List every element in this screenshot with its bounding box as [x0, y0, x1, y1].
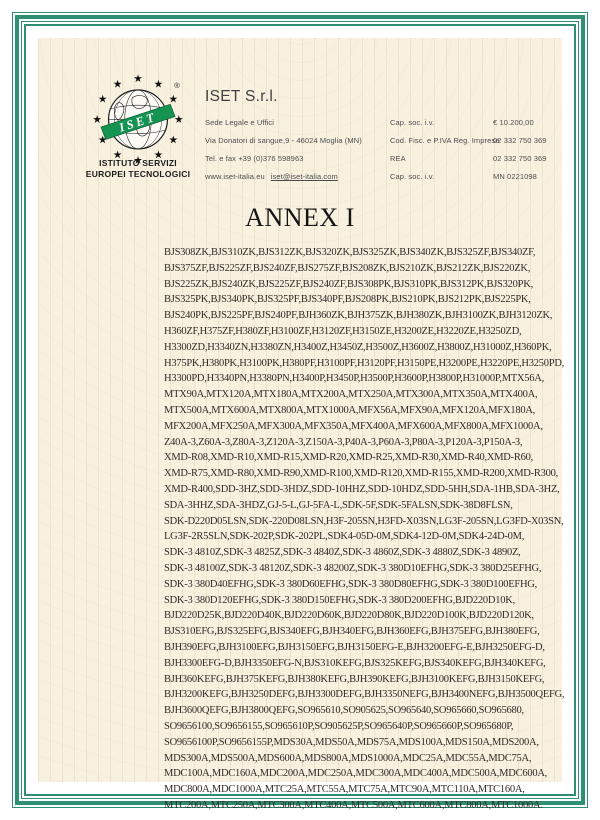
- registry-label: Cod. Fisc. e P.IVA Reg. Imprese: [390, 136, 500, 145]
- registry-label: REA: [390, 154, 406, 163]
- code-line: MTC200A,MTC250A,MTC300A,MTC400A,MTC500A,MTC600A,MTC800A,MTC1000A.: [164, 799, 543, 811]
- page-background: [38, 38, 565, 811]
- address-line-phone: Tel. e fax +39 (0)376 598963: [205, 154, 304, 163]
- code-line: H3300PD,H3340PN,H3380PN,H3400P,H3450P,H3500P,H3600P,H3800P,H31000P,MTX56A,: [164, 373, 544, 385]
- model-code-list: [164, 245, 600, 814]
- code-line: BJH360KEFG,BJH375KEFG,BJH380KEFG,BJH390KEFG,BJH3100KEFG,BJH3150KEFG,: [164, 673, 545, 685]
- code-line: MTX500A,MTX600A,MTX800A,MTX1000A,MFX56A,MFX90A,MFX120A,MFX180A,: [164, 404, 536, 416]
- iset-globe-logo: [82, 71, 194, 166]
- code-line: BJS240PK,BJS225PF,BJS240PF,BJH360ZK,BJH375ZK,BJH380ZK,BJH3100ZK,BJH3120ZK,: [164, 310, 553, 322]
- ribbon-text: ISET: [117, 109, 159, 135]
- code-line: SO9656100,SO9656155,SO965610P,SO905625P,SO965640P,SO965660P,SO965680P,: [164, 720, 514, 732]
- code-line: LG3F-2R5SLN,SDK-202P,SDK-202PL,SDK4-05D-0M,SDK4-12D-0M,SDK4-24D-0M,: [164, 531, 525, 543]
- website-text: www.iset-italia.eu: [205, 172, 265, 181]
- address-line-offices: Sede Legale e Uffici: [205, 118, 274, 127]
- code-line: H375PK,H380PK,H3100PK,H380PF,H3100PF,H3120PF,H3150PE,H3200PE,H3220PE,H3250PD,: [164, 357, 565, 369]
- logo-caption: [60, 158, 216, 179]
- registry-value: € 10.200,00: [493, 118, 534, 127]
- code-line: SDK-3 380D120EFHG,SDK-3 380D150EFHG,SDK-3 380D200EFHG,BJD220D10K,: [164, 594, 515, 606]
- code-line: Z40A-3,Z60A-3,Z80A-3,Z120A-3,Z150A-3,P40A-3,P60A-3,P80A-3,P120A-3,P150A-3,: [164, 436, 523, 448]
- registered-trademark-icon: ®: [174, 81, 180, 91]
- code-line: MTX90A,MTX120A,MTX180A,MTX200A,MTX250A,MTX300A,MTX350A,MTX400A,: [164, 389, 538, 401]
- code-line: SDK-D220D05LSN,SDK-220D08LSN,H3F-205SN,H3FD-X03SN,LG3F-205SN,LG3FD-X03SN,: [164, 515, 564, 527]
- code-line: SDA-3HHZ,SDA-3HDZ,GJ-5-L,GJ-5FA-L,SDK-5F,SDK-5FALSN,SDK-38D8FLSN,: [164, 499, 513, 511]
- registry-label: Cap. soc. i.v.: [390, 118, 435, 127]
- registry-value: MN 0221098: [493, 172, 537, 181]
- code-line: BJD220D25K,BJD220D40K,BJD220D60K,BJD220D80K,BJD220D100K,BJD220D120K,: [164, 610, 534, 622]
- code-line: MDC800A,MDC1000A,MTC25A,MTC55A,MTC75A,MTC90A,MTC110A,MTC160A,: [164, 784, 525, 796]
- address-line-street: Via Donatori di sangue,9 - 46024 Moglia (MN): [205, 136, 362, 145]
- code-line: H3300ZD,H3340ZN,H3380ZN,H3400Z,H3450Z,H3500Z,H3600Z,H3800Z,H31000Z,H360PK,: [164, 341, 552, 353]
- code-line: XMD-R08,XMD-R10,XMD-R15,XMD-R20,XMD-R25,XMD-R30,XMD-R40,XMD-R60,: [164, 452, 534, 464]
- code-line: SO9656100P,SO9656155P,MDS30A,MDS50A,MDS75A,MDS100A,MDS150A,MDS200A,: [164, 736, 539, 748]
- page-title: ANNEX I: [245, 203, 355, 232]
- code-line: BJH390EFG,BJH3100EFG,BJH3150EFG,BJH3150EFG-E,BJH3200EFG-E,BJH3250EFG-D,: [164, 641, 545, 653]
- code-line: XMD-R75,XMD-R80,XMD-R90,XMD-R100,XMD-R120,XMD-R155,XMD-R200,XMD-R300,: [164, 468, 559, 480]
- code-line: BJS375ZF,BJS225ZF,BJS240ZF,BJS275ZF,BJS208ZK,BJS210ZK,BJS212ZK,BJS220ZK,: [164, 262, 531, 274]
- registry-label: Cap. soc. i.v.: [390, 172, 435, 181]
- code-line: H360ZF,H375ZF,H380ZF,H3100ZF,H3120ZF,H3150ZE,H3200ZE,H3220ZE,H3250ZD,: [164, 325, 522, 337]
- code-line: MDC100A,MDC160A,MDC200A,MDC250A,MDC300A,MDC400A,MDC500A,MDC600A,: [164, 768, 548, 780]
- code-line: BJS310EFG,BJS325EFG,BJS340EFG,BJH340EFG,BJH360EFG,BJH375EFG,BJH380EFG,: [164, 626, 540, 638]
- code-line: MFX200A,MFX250A,MFX300A,MFX350A,MFX400A,MFX600A,MFX800A,MFX1000A,: [164, 420, 543, 432]
- code-line: BJS325PK,BJS340PK,BJS325PF,BJS340PF,BJS208PK,BJS210PK,BJS212PK,BJS225PK,: [164, 294, 531, 306]
- code-line: SDK-3 380D40EFHG,SDK-3 380D60EFHG,SDK-3 380D80EFHG,SDK-3 380D100EFHG,: [164, 578, 538, 590]
- code-line: BJS225ZK,BJS240ZK,BJS225ZF,BJS240ZF,BJS308PK,BJS310PK,BJS312PK,BJS320PK,: [164, 278, 533, 290]
- email-link[interactable]: iset@iset-italia.com: [270, 172, 338, 181]
- company-name: ISET S.r.l.: [205, 88, 278, 105]
- code-line: XMD-R400,SDD-3HZ,SDD-3HDZ,SDD-10HHZ,SDD-10HDZ,SDD-5HH,SDA-1HB,SDA-3HZ,: [164, 483, 560, 495]
- logo-caption-line1: ISTITUTO SERVIZI: [99, 158, 177, 168]
- code-line: BJH3600QEFG,BJH3800QEFG,SO965610,SO905625,SO965640,SO965660,SO965680,: [164, 705, 524, 717]
- registry-value: 02 332 750 369: [493, 136, 547, 145]
- code-line: SDK-3 4810Z,SDK-3 4825Z,SDK-3 4840Z,SDK-3 4860Z,SDK-3 4880Z,SDK-3 4890Z,: [164, 547, 521, 559]
- code-line: BJH3300EFG-D,BJH3350EFG-N,BJS310KEFG,BJS325KEFG,BJS340KEFG,BJH340KEFG,: [164, 657, 546, 669]
- registry-value: 02 332 750 369: [493, 154, 547, 163]
- code-line: MDS300A,MDS500A,MDS600A,MDS800A,MDS1000A,MDC25A,MDC55A,MDC75A,: [164, 752, 532, 764]
- code-line: BJH3200KEFG,BJH3250DEFG,BJH3300DEFG,BJH3350NEFG,BJH3400NEFG,BJH3500QEFG,: [164, 689, 565, 701]
- code-line: BJS308ZK,BJS310ZK,BJS312ZK,BJS320ZK,BJS325ZK,BJS340ZK,BJS325ZF,BJS340ZF,: [164, 247, 536, 258]
- web-contact-line: [205, 172, 338, 181]
- code-line: SDK-3 48100Z,SDK-3 48120Z,SDK-3 48200Z,SDK-3 380D10EFHG,SDK-3 380D25EFHG,: [164, 562, 542, 574]
- logo-caption-line2: EUROPEI TECNOLOGICI: [85, 168, 191, 179]
